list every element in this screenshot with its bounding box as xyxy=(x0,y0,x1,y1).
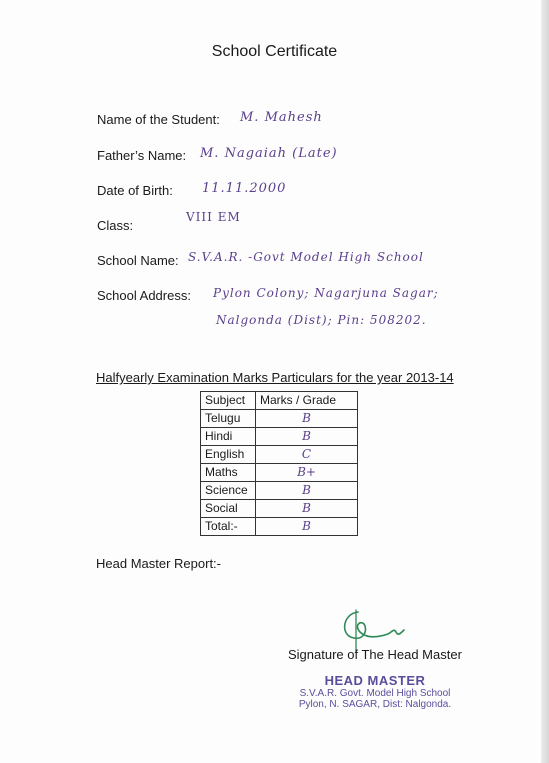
grade-value: B+ xyxy=(297,465,316,479)
marks-table xyxy=(200,391,358,536)
school-address-label: School Address: xyxy=(97,288,191,303)
signature-label: Signature of The Head Master xyxy=(288,647,462,662)
head-master-stamp xyxy=(294,673,456,710)
exam-heading: Halfyearly Examination Marks Particulars for the year 2013-14 xyxy=(96,370,454,385)
subject-cell: English xyxy=(201,446,256,464)
grade-cell xyxy=(256,518,358,536)
grade-value: B xyxy=(302,501,311,515)
father-name-value: M. Nagaiah (Late) xyxy=(200,146,338,161)
school-name-label: School Name: xyxy=(97,253,179,268)
school-address-line1: Pylon Colony; Nagarjuna Sagar; xyxy=(213,286,439,300)
stamp-school: S.V.A.R. Govt. Model High School xyxy=(299,688,451,699)
dob-value: 11.11.2000 xyxy=(202,181,287,196)
subject-cell: Science xyxy=(201,482,256,500)
subject-cell: Hindi xyxy=(201,428,256,446)
class-label: Class: xyxy=(97,218,134,233)
stamp-address: Pylon, N. SAGAR, Dist: Nalgonda. xyxy=(298,699,452,710)
table-row-total xyxy=(201,518,358,536)
grade-value: C xyxy=(301,447,312,461)
subject-cell: Telugu xyxy=(201,410,256,428)
subject-cell: Maths xyxy=(201,464,256,482)
stamp-title: HEAD MASTER xyxy=(324,673,426,688)
table-row xyxy=(201,500,358,518)
table-row xyxy=(201,446,358,464)
grade-cell xyxy=(256,410,358,428)
certificate-title: School Certificate xyxy=(211,43,338,60)
student-name-label: Name of the Student: xyxy=(97,112,220,127)
table-row xyxy=(201,428,358,446)
grade-cell xyxy=(256,446,358,464)
table-header-row xyxy=(201,392,358,410)
grade-cell xyxy=(256,464,358,482)
table-row xyxy=(201,482,358,500)
father-name-label: Father’s Name: xyxy=(97,148,187,163)
grade-cell xyxy=(256,428,358,446)
head-master-report-label: Head Master Report:- xyxy=(96,556,221,571)
school-address-line2: Nalgonda (Dist); Pin: 508202. xyxy=(216,313,427,327)
dob-label: Date of Birth: xyxy=(97,183,173,198)
header-subject: Subject xyxy=(201,392,256,410)
grade-value: B xyxy=(302,411,311,425)
student-name-value: M. Mahesh xyxy=(240,110,323,125)
school-name-value: S.V.A.R. -Govt Model High School xyxy=(188,250,424,264)
class-value: VIII EM xyxy=(186,210,241,224)
header-grade: Marks / Grade xyxy=(256,392,358,410)
grade-value: B xyxy=(302,429,311,443)
page-edge-shadow xyxy=(541,0,549,763)
table-row xyxy=(201,464,358,482)
grade-cell xyxy=(256,482,358,500)
grade-value: B xyxy=(302,519,311,533)
grade-cell xyxy=(256,500,358,518)
subject-cell: Social xyxy=(201,500,256,518)
table-row xyxy=(201,410,358,428)
grade-value: B xyxy=(302,483,311,497)
subject-cell: Total:- xyxy=(201,518,256,536)
